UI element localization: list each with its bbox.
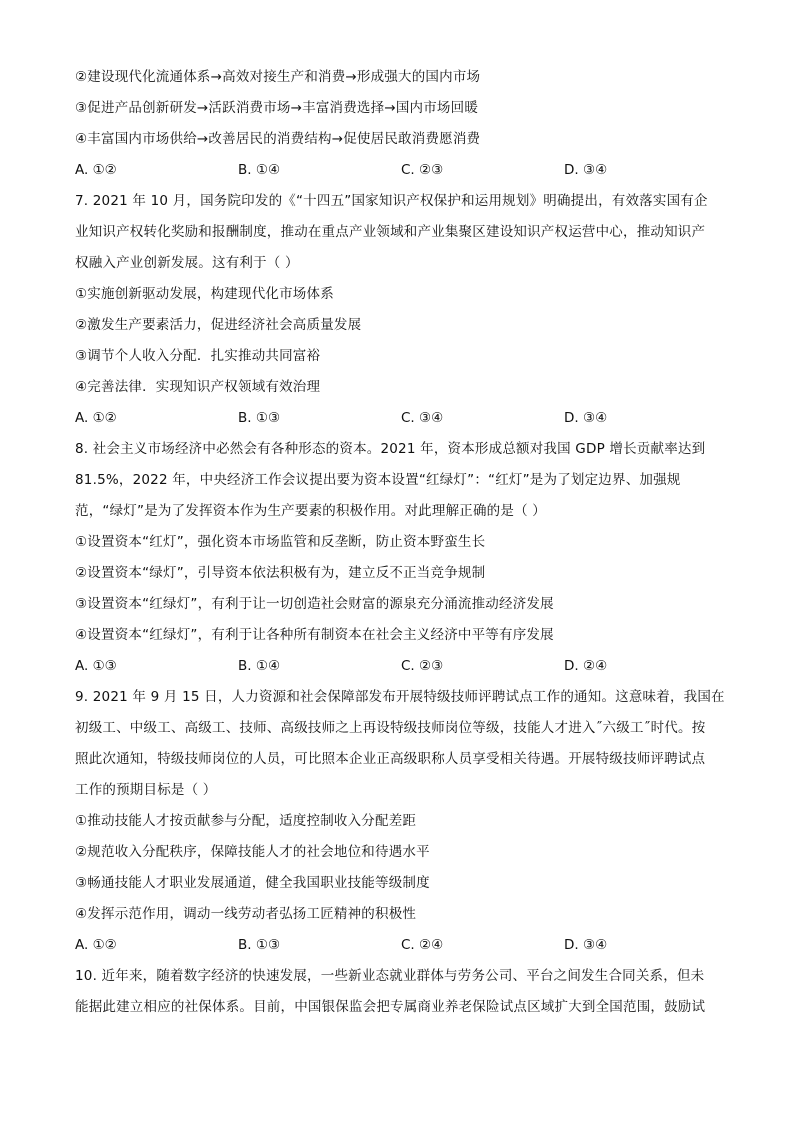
q9-stem-line: 工作的预期目标是（ ） [75,782,217,798]
q7-item-2: ②激发生产要素活力，促进经济社会高质量发展 [75,317,362,333]
q7-option-b: B. ①③ [238,410,281,426]
q6-option-b: B. ①④ [238,162,281,178]
question-8 [75,434,730,682]
q8-item-2: ②设置资本“绿灯”，引导资本依法积极有为，建立反不正当竞争规制 [75,565,486,581]
q6-option-d: D. ③④ [564,162,608,178]
q7-item-4: ④完善法律．实现知识产权领域有效治理 [75,379,321,395]
q8-option-a: A. ①③ [75,658,117,674]
question-9 [75,682,730,961]
q8-stem-line: 81.5%，2022 年，中央经济工作会议提出要为资本设置“红绿灯”：“红灯”是为了划定边界、加强规 [75,472,681,488]
q9-options [75,930,730,961]
q7-item-1: ①实施创新驱动发展，构建现代化市场体系 [75,286,334,302]
q8-option-d: D. ②④ [564,658,608,674]
q7-stem-line: 业知识产权转化奖励和报酬制度，推动在重点产业领域和产业集聚区建设知识产权运营中心，推动知识产 [75,224,706,240]
question-7 [75,186,730,434]
q9-stem-line: 9. 2021 年 9 月 15 日，人力资源和社会保障部发布开展特级技师评聘试点工作的通知。这意味着，我国在 [75,689,725,705]
q7-option-c: C. ③④ [401,410,444,426]
q8-options [75,651,730,682]
q7-option-d: D. ③④ [564,410,608,426]
q9-stem-line: 初级工、中级工、高级工、技师、高级技师之上再设特级技师岗位等级，技能人才进入˝六级工˝时代。按 [75,720,706,736]
q6-options [75,155,730,186]
q8-option-c: C. ②③ [401,658,444,674]
q7-stem-line: 7. 2021 年 10 月，国务院印发的《“十四五”国家知识产权保护和运用规划》明确提出，有效落实国有企 [75,193,708,209]
q9-item-1: ①推动技能人才按贡献参与分配，适度控制收入分配差距 [75,813,417,829]
q9-item-2: ②规范收入分配秩序，保障技能人才的社会地位和待遇水平 [75,844,430,860]
question-6-continued [75,62,730,186]
q6-option-a: A. ①② [75,162,117,178]
q6-item-2: ②建设现代化流通体系→高效对接生产和消费→形成强大的国内市场 [75,69,481,85]
q6-option-c: C. ②③ [401,162,444,178]
q9-option-a: A. ①② [75,937,117,953]
q8-stem-line: 范，“绿灯”是为了发挥资本作为生产要素的积极作用。对此理解正确的是（ ） [75,503,546,519]
question-10 [75,961,730,1023]
q9-item-3: ③畅通技能人才职业发展通道，健全我国职业技能等级制度 [75,875,430,891]
q9-stem-line: 照此次通知，特级技师岗位的人员，可比照本企业正高级职称人员享受相关待遇。开展特级技师评聘试点 [75,751,706,767]
q9-item-4: ④发挥示范作用，调动一线劳动者弘扬工匠精神的积极性 [75,906,417,922]
q9-option-b: B. ①③ [238,937,281,953]
q7-stem-line: 权融入产业创新发展。这有利于（ ） [75,255,299,271]
q8-item-3: ③设置资本“红绿灯”，有利于让一切创造社会财富的源泉充分涌流推动经济发展 [75,596,554,612]
q8-option-b: B. ①④ [238,658,281,674]
q10-stem-line: 能据此建立相应的社保体系。目前，中国银保监会把专属商业养老保险试点区域扩大到全国范围，鼓励试 [75,999,706,1015]
q7-options [75,403,730,434]
q7-option-a: A. ①② [75,410,117,426]
q6-item-3: ③促进产品创新研发→活跃消费市场→丰富消费选择→国内市场回暖 [75,100,479,116]
q7-item-3: ③调节个人收入分配．扎实推动共同富裕 [75,348,321,364]
q8-item-4: ④设置资本“红绿灯”，有利于让各种所有制资本在社会主义经济中平等有序发展 [75,627,554,643]
q9-option-d: D. ③④ [564,937,608,953]
q8-item-1: ①设置资本“红灯”，强化资本市场监管和反垄断，防止资本野蛮生长 [75,534,486,550]
q10-stem-line: 10. 近年来，随着数字经济的快速发展，一些新业态就业群体与劳务公司、平台之间发生合同关系，但未 [75,968,705,984]
q6-item-4: ④丰富国内市场供给→改善居民的消费结构→促使居民敢消费愿消费 [75,131,481,147]
page-content [75,62,730,1023]
q9-option-c: C. ②④ [401,937,444,953]
q8-stem-line: 8. 社会主义市场经济中必然会有各种形态的资本。2021 年，资本形成总额对我国 GDP 增长贡献率达到 [75,441,706,457]
